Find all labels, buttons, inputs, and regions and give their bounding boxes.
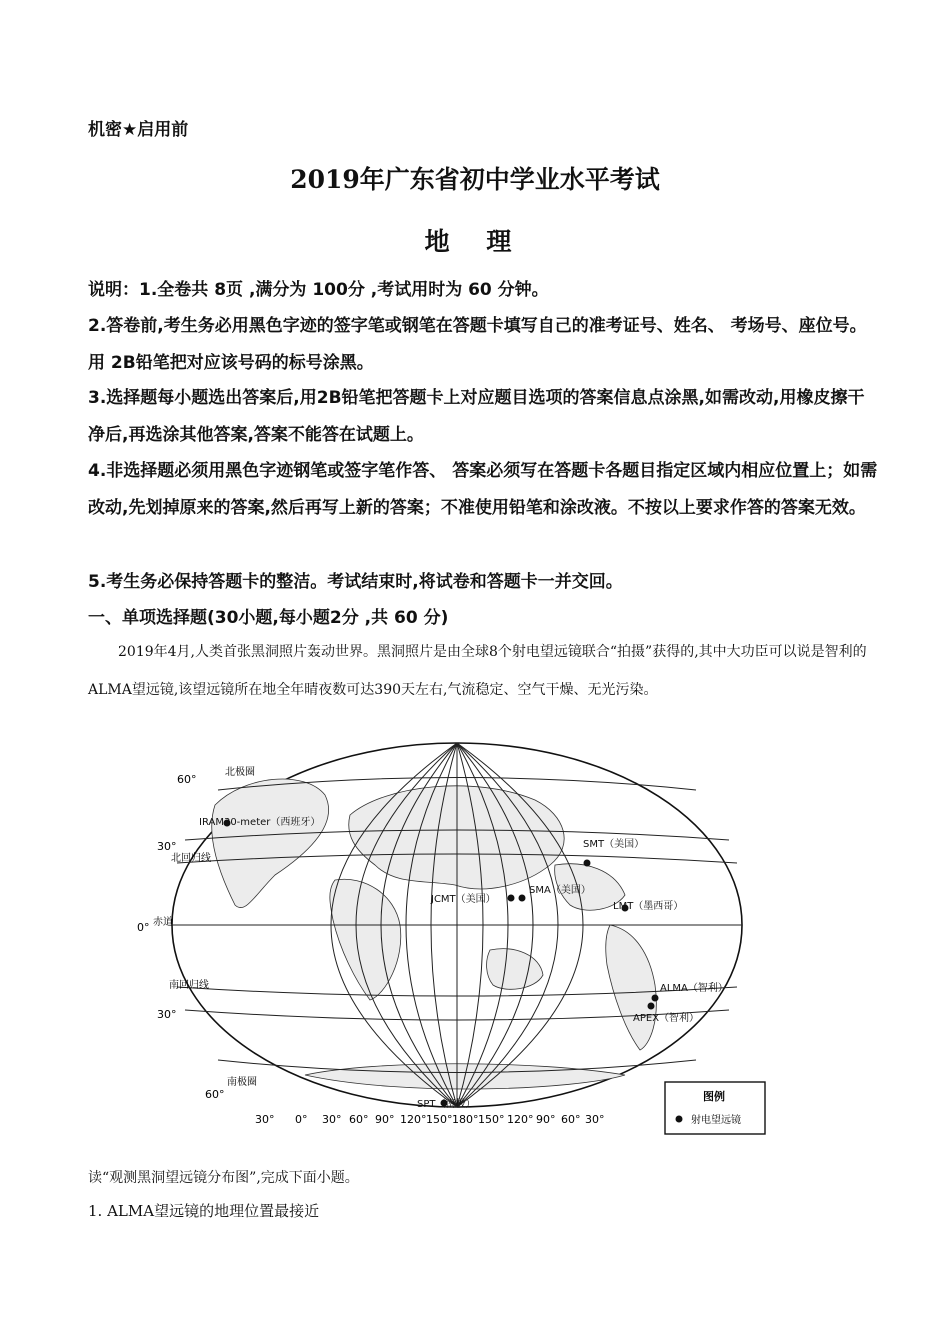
legend-item-label: 射电望远镜 bbox=[691, 1115, 741, 1126]
station-dot-sma bbox=[519, 895, 526, 902]
passage-text: 2019年4月,人类首张黑洞照片轰动世界。黑洞照片是由全球8个射电望远镜联合“拍摄”获得的,其中大功臣可以说是智利的ALMA望远镜,该望远镜所在地全年晴夜数可达390天左右,气流稳定、空气干燥、无光污染。 bbox=[88, 644, 867, 698]
lon-label: 150° bbox=[426, 1113, 453, 1126]
lat-label-60n: 60° bbox=[177, 773, 197, 786]
instruction-3: 3.选择题每小题选出答案后,用2B铅笔把答题卡上对应题目选项的答案信息点涂黑,如需改动,用橡皮擦干净后,再选涂其他答案,答案不能答在试题上。 bbox=[88, 388, 865, 445]
station-label-jcmt: JCMT（美国） bbox=[431, 894, 496, 905]
station-label-iram: IRAM30-meter（西班牙） bbox=[199, 817, 321, 828]
station-dot-apex bbox=[648, 1003, 655, 1010]
legend-title: 图例 bbox=[703, 1090, 725, 1103]
station-label-alma: ALMA（智利） bbox=[660, 983, 728, 994]
instruction-1: 说明：1.全卷共 8页 ,满分为 100分 ,考试用时为 60 分钟。 bbox=[88, 280, 549, 300]
instruction-2: 2.答卷前,考生务必用黑色字迹的签字笔或钢笔在答题卡填写自己的准考证号、姓名、 考场号、座位号。用 2B铅笔把对应该号码的标号涂黑。 bbox=[88, 316, 867, 373]
lon-label: 60° bbox=[561, 1113, 581, 1126]
station-dot-smt bbox=[584, 860, 591, 867]
map-caption: 读“观测黑洞望远镜分布图”,完成下面小题。 bbox=[88, 1170, 359, 1186]
lon-label: 60° bbox=[349, 1113, 369, 1126]
lon-label: 30° bbox=[255, 1113, 275, 1126]
map-legend bbox=[665, 1082, 765, 1134]
lon-label: 180° bbox=[452, 1113, 479, 1126]
section-heading: 一、单项选择题(30小题,每小题2分 ,共 60 分) bbox=[88, 608, 449, 628]
lon-label: 90° bbox=[375, 1113, 395, 1126]
lon-label: 150° bbox=[478, 1113, 505, 1126]
label-antarctic-circle: 南极圈 bbox=[227, 1077, 257, 1088]
lon-label: 90° bbox=[536, 1113, 556, 1126]
label-tropic-cancer: 北回归线 bbox=[171, 853, 211, 864]
instruction-5: 5.考生务必保持答题卡的整洁。考试结束时,将试卷和答题卡一并交回。 bbox=[88, 572, 623, 592]
exam-title: 2019年广东省初中学业水平考试 bbox=[290, 165, 660, 194]
station-label-smt: SMT（美国） bbox=[583, 839, 645, 850]
legend-dot bbox=[676, 1116, 683, 1123]
longitude-labels bbox=[255, 1113, 605, 1126]
lon-label: 30° bbox=[585, 1113, 605, 1126]
lat-label-60s: 60° bbox=[205, 1088, 225, 1101]
lon-label: 0° bbox=[295, 1113, 308, 1126]
question-1: 1. ALMA望远镜的地理位置最接近 bbox=[88, 1202, 320, 1220]
lon-label: 30° bbox=[322, 1113, 342, 1126]
lat-label-0: 0° bbox=[137, 921, 150, 934]
station-dot-jcmt bbox=[508, 895, 515, 902]
lon-label: 120° bbox=[507, 1113, 534, 1126]
lon-label: 120° bbox=[400, 1113, 427, 1126]
telescope-world-map bbox=[137, 745, 775, 1135]
secret-mark: 机密★启用前 bbox=[88, 120, 189, 140]
station-label-apex: APEX（智利） bbox=[633, 1013, 700, 1024]
lat-label-30n: 30° bbox=[157, 840, 177, 853]
station-dot-alma bbox=[652, 995, 659, 1002]
label-equator: 赤道 bbox=[153, 917, 173, 928]
label-tropic-capricorn: 南回归线 bbox=[169, 980, 209, 991]
subject-title: 地 理 bbox=[424, 227, 526, 256]
label-arctic-circle: 北极圈 bbox=[225, 767, 255, 778]
station-label-sma: SMA（美国） bbox=[529, 885, 591, 896]
instruction-4: 4.非选择题必须用黑色字迹钢笔或签字笔作答、 答案必须写在答题卡各题目指定区域内相应位置上；如需改动,先划掉原来的答案,然后再写上新的答案；不准使用铅笔和涂改液。不按以上要求作答的答案无效。 bbox=[88, 461, 878, 518]
lat-label-30s: 30° bbox=[157, 1008, 177, 1021]
station-label-lmt: LMT（墨西哥） bbox=[613, 901, 684, 912]
station-label-spt: SPT（南极） bbox=[417, 1099, 476, 1110]
